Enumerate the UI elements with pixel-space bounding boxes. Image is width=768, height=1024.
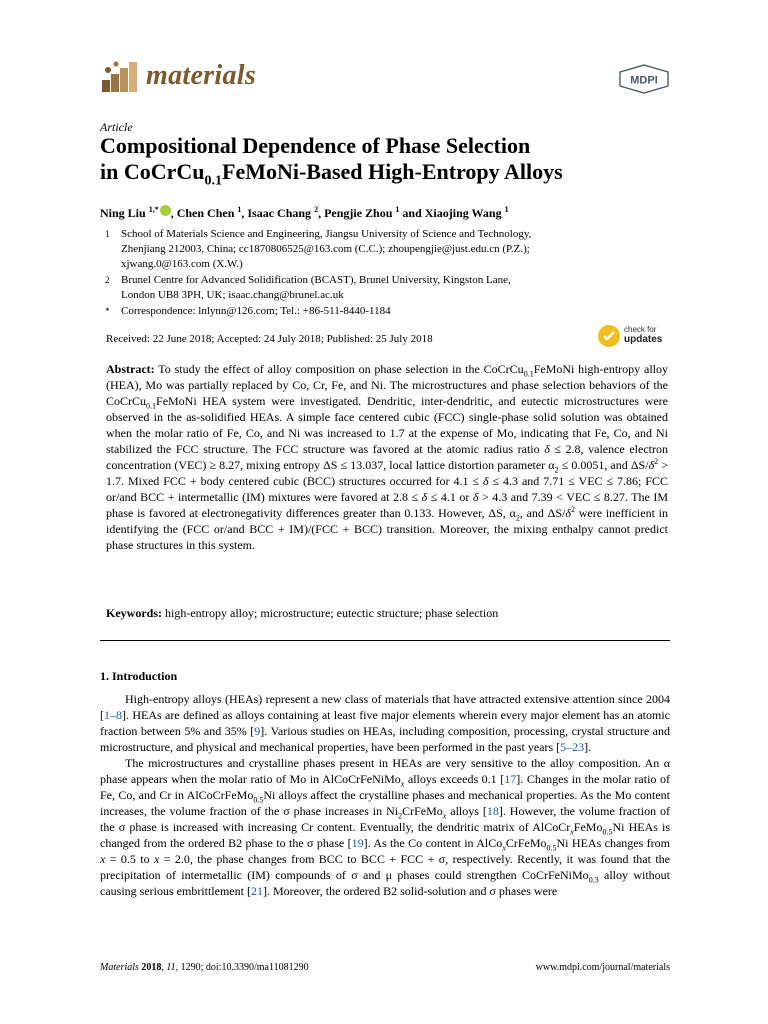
orcid-icon[interactable] bbox=[160, 205, 171, 216]
keywords-label: Keywords: bbox=[106, 606, 162, 620]
author-name[interactable]: Chen Chen bbox=[176, 206, 235, 220]
paragraph: High-entropy alloys (HEAs) represent a new class of materials that have attracted extensive attention since 2004 [1–8]. HEAs are defined as alloys containing at least five major elements wherein every major element has an atomic fraction between 5% and 35% [9]. Various studies on HEAs, including composition, processing, crystal structure and microstructure, and physical and mechanical properties, have been performed in the past years [5–23]. bbox=[100, 692, 670, 754]
author-name[interactable]: Pengjie Zhou bbox=[324, 206, 393, 220]
paragraph: The microstructures and crystalline phases present in HEAs are very sensitive to the alloy composition. An α phase appears when the molar ratio of Mo in AlCoCrFeNiMo$_x$ alloys exceeds 0.1 [17]. Changes in the molar ratio of Fe, Co, and Cr in AlCoCrFeMo$_{0.5}$Ni alloys affect the crystalline phases and mechanical properties. As the Mo content increases, the volume fraction of the σ phase increases in $Ni_2CrFeMo_x$ alloys [18]. However, the volume fraction of the σ phase is increased with increasing Cr content. Eventually, the dendritic matrix of AlCoCr$_x$FeMo$_{0.5}$Ni HEAs is changed from the ordered B2 phase to the σ phase [19]. As the Co content in AlCo$_x$CrFeMo$_{0.5}$Ni HEAs changes from x = 0.5 to x = 2.0, the phase changes from BCC to BCC + FCC + σ, respectively. Recently, it was found that the precipitation of intermetallic (IM) compounds of σ and μ phases could strengthen CoCrFeNiMo$_{0.3}$ alloy without causing serious embrittlement [21]. Moreover, the ordered B2 solid-solution and σ phases were bbox=[100, 756, 671, 898]
abstract bbox=[106, 361, 668, 553]
citation: Materials 2018, 11, 1290; doi:10.3390/ma11081290 bbox=[100, 962, 309, 973]
correspondence: * Correspondence: lnlynn@126.com; Tel.: +86-511-8440-1184 bbox=[105, 305, 391, 317]
author-name[interactable]: Isaac Chang bbox=[247, 206, 312, 220]
check-for-updates-button[interactable]: check for updates bbox=[598, 322, 670, 352]
article-type: Article bbox=[100, 120, 133, 134]
keywords-text: high-entropy alloy; microstructure; eutectic structure; phase selection bbox=[165, 606, 499, 620]
materials-logo-icon bbox=[100, 58, 142, 94]
checkmark-icon bbox=[598, 325, 620, 347]
keywords bbox=[106, 606, 668, 621]
journal-url[interactable]: www.mdpi.com/journal/materials bbox=[535, 962, 670, 973]
title-line-2: in CoCrCu$_{0.1}$FeMoNi-Based High-Entropy Alloys bbox=[100, 159, 563, 189]
abstract-text: To study the effect of alloy composition on phase selection in the CoCrCu$_{0.1}$FeMoNi high-entropy alloy (HEA), Mo was partially replaced by Co, Cr, Fe, and Ni. The microstructures and phase selection behaviors of the CoCrCu$_{0.1}$FeMoNi HEA system were investigated. Dendritic, inter-dendritic, and eutectic microstructures were observed in the as-solidified HEAs. A simple face centered cubic (FCC) single-phase solid solution was obtained when the molar ratio of Fe, Co, and Ni was increased to 1.7 at the expense of Mo, indicating that Fe, Co, and Ni stabilized the FCC structure. The FCC structure was favored at the atomic radius ratio δ ≤ 2.8, valence electron concentration (VEC) ≥ 8.27, mixing entropy ΔS ≤ 13.037, local lattice distortion parameter $\alpha_2 \le 0.0051$, and $\Delta S/\delta^2 > 1.7$. Mixed FCC + body centered cubic (BCC) structures occurred for 4.1 ≤ δ ≤ 4.3 and 7.71 ≤ VEC ≤ 7.86; FCC or/and BCC + intermetallic (IM) mixtures were favored at 2.8 ≤ δ ≤ 4.1 or δ > 4.3 and 7.39 < VEC ≤ 8.27. The IM phase is favored at electronegativity differences greater than 0.133. However, ΔS, $\alpha_2$, and $\Delta S/\delta^2$ were inefficient in identifying the (FCC or/and BCC + IM)/(FCC + BCC) transition. Moreover, the mixing enthalpy cannot predict phase structures in this system. bbox=[106, 362, 668, 552]
author-name[interactable]: Ning Liu bbox=[100, 206, 146, 220]
affiliation-2: 2 Brunel Centre for Advanced Solidification (BCAST), Brunel University, Kingston Lane, London UB8 3PH, UK; isaac.chang@brunel.ac.uk bbox=[105, 274, 511, 301]
publication-dates: Received: 22 June 2018; Accepted: 24 July 2018; Published: 25 July 2018 bbox=[106, 333, 433, 345]
abstract-label: Abstract: bbox=[106, 362, 155, 376]
journal-header bbox=[100, 58, 670, 98]
mdpi-logo-text: MDPI bbox=[630, 74, 658, 87]
page-title bbox=[100, 133, 660, 189]
author-name[interactable]: Xiaojing Wang bbox=[424, 206, 502, 220]
author-list: Ning Liu $^{1,*}$ , Chen Chen $^1$, Isaac Chang $^2$, Pengjie Zhou $^1$ and Xiaojing Wang $^1$ bbox=[100, 205, 509, 220]
title-line-1: Compositional Dependence of Phase Selection bbox=[100, 133, 531, 158]
mdpi-logo-icon bbox=[618, 64, 670, 94]
section-divider bbox=[100, 640, 670, 641]
introduction-text bbox=[100, 691, 670, 899]
affiliation-1: 1 School of Materials Science and Engineering, Jiangsu University of Science and Technology, Zhenjiang 212003, China; cc1870806525@163.com (C.C.); zhoupengjie@just.edu.cn (P.Z.); xjwang.0@163.com (X.W.) bbox=[105, 228, 532, 270]
journal-name: materials bbox=[146, 60, 257, 91]
section-heading: 1. Introduction bbox=[100, 669, 178, 683]
